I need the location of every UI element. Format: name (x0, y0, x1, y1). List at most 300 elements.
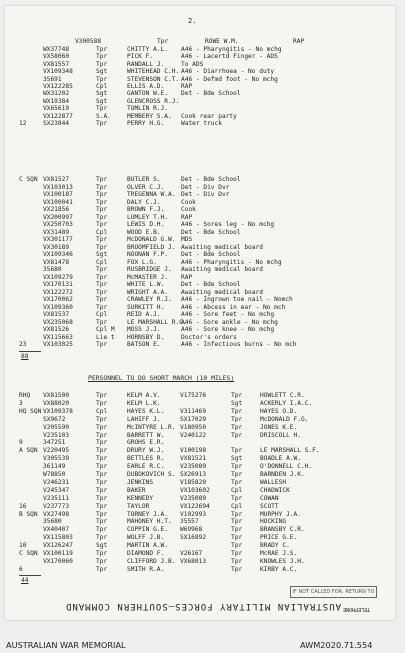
soldier-name-2: PRICE G.E. (260, 534, 298, 542)
soldier-name: TREGENNA W.A. (127, 191, 176, 198)
rank: Tpr (96, 557, 108, 565)
remark: Cook (181, 198, 196, 206)
service-number: V220495 (43, 447, 70, 455)
soldier-name: McMASTER J. (127, 273, 168, 281)
list-row (5, 416, 395, 424)
service-number: V235111 (43, 494, 70, 502)
remark: A46 - Lacertd Finger - ADS (181, 53, 278, 61)
service-number: VX27498 (43, 510, 70, 518)
soldier-name-2: HOCKING (260, 518, 287, 526)
soldier-name-2: JONES K.E. (260, 423, 298, 431)
section-label: C SQN (19, 176, 38, 183)
rank: S.A. (96, 112, 111, 120)
remark: A46 - Sores leg - No mchg (181, 221, 275, 228)
soldier-name: BETTLES R. (127, 455, 165, 463)
service-number: VX31489 (43, 228, 70, 236)
soldier-name: REID A.J. (127, 311, 161, 318)
section-label: 10 (19, 542, 27, 550)
rank: Tpr (96, 296, 108, 303)
soldier-name: BARRETT W. (127, 431, 165, 439)
list-row (5, 526, 395, 534)
remark: A46 - Diarrhoea - No duty (181, 68, 275, 76)
section-label: 16 (19, 502, 27, 510)
remark: A46 - Sore feet - No mchg (181, 311, 275, 318)
list-row (5, 424, 395, 432)
service-number: WX19384 (43, 97, 70, 105)
return-stamp: IF NOT CALLED FOR, RETURN TO (290, 586, 377, 598)
list-row (5, 432, 395, 440)
service-number: V305539 (43, 455, 70, 463)
service-number: VX40407 (43, 526, 70, 534)
remark: RAP (181, 213, 193, 221)
rank-2: Tpr (231, 392, 243, 399)
service-number: VX122877 (43, 112, 73, 120)
soldier-name: PERRY H.G. (127, 120, 165, 127)
soldier-name: LAHIFF J. (127, 415, 161, 423)
soldier-name-2: SCOTT (260, 502, 279, 510)
service-number: SX9672 (43, 415, 66, 423)
rank: Cpl (96, 228, 108, 236)
rank: Cpl (96, 311, 108, 318)
service-number-2: V26167 (180, 550, 203, 557)
rank: Sgt (96, 97, 108, 105)
rank: Tpr (96, 550, 108, 557)
soldier-name: BROOMFIELD J. (127, 243, 176, 251)
soldier-name: HORNSBY D. (127, 333, 165, 341)
service-number: VX115803 (43, 534, 73, 542)
service-number-2: W69968 (180, 526, 203, 534)
service-number: W78850 (43, 471, 66, 478)
rank-2: Tpr (231, 534, 243, 542)
remark: Det - Bde School (181, 251, 241, 258)
soldier-name: BROWN F.J. (127, 206, 165, 213)
service-number: SX23844 (43, 120, 70, 127)
rank: Cpl (96, 258, 108, 266)
soldier-name: LUMLEY T.H. (127, 213, 168, 221)
section-label: 12 (19, 120, 27, 127)
service-number: VX235068 (43, 318, 73, 326)
list-row (5, 471, 395, 479)
soldier-name: DIAMOND F. (127, 550, 165, 557)
service-number: VX109360 (43, 303, 73, 311)
rank: Tpr (96, 213, 108, 221)
rank: Tpr (96, 303, 108, 311)
service-number: VX103013 (43, 183, 73, 191)
soldier-name: WHITEHEAD C.H. (127, 68, 180, 76)
rank: Tpr (96, 198, 108, 206)
rank: Tpr (96, 518, 108, 526)
service-number-2: V185820 (180, 478, 207, 486)
rank-2: Tpr (231, 407, 243, 415)
remark: A46 - Sore ankle - No mchg (181, 318, 278, 326)
soldier-name-2: BRADY C. (260, 542, 290, 550)
caption-right: AWM2020.71.554 (300, 640, 373, 650)
soldier-name: EARLE R.C. (127, 463, 165, 471)
service-number: VX81527 (43, 176, 70, 183)
section-label: 9 (19, 439, 23, 447)
soldier-name-2: McRAE J.S. (260, 550, 298, 557)
service-number: VX170060 (43, 557, 73, 565)
service-number: V235103 (43, 431, 70, 439)
soldier-name: NOONAN F.P. (127, 251, 168, 258)
list-row (5, 534, 395, 542)
list-row (5, 408, 395, 416)
soldier-name-2: BARNDEN J.K. (260, 471, 305, 478)
soldier-name: DALY C.J. (127, 198, 161, 206)
remark: A46 - Ingrown toe nail - Nomch (181, 296, 293, 303)
soldier-name: BAKER (127, 486, 146, 494)
service-number: VX58060 (43, 53, 70, 61)
document-page (5, 6, 395, 620)
header-num: V300588 (75, 38, 102, 45)
service-number-2: V240122 (180, 431, 207, 439)
rank: Tpr (96, 392, 108, 399)
rank: Tpr (96, 183, 108, 191)
soldier-name: GROHS E.R. (127, 439, 165, 447)
list-row (5, 120, 395, 128)
remark: A46 - Infectious burns - No mch (181, 341, 297, 348)
service-number: V246231 (43, 478, 70, 486)
remark: Cook rear party (181, 112, 237, 120)
remark: Det - Bde School (181, 281, 241, 288)
service-number-2: VX103602 (180, 486, 210, 494)
service-number: VX109279 (43, 273, 73, 281)
rank: Tpr (96, 105, 108, 113)
rank: Tpr (96, 502, 108, 510)
soldier-name-2: COWAN (260, 494, 279, 502)
rank-2: Tpr (231, 494, 243, 502)
service-number: VX109346 (43, 251, 73, 258)
soldier-name: RANDALL J. (127, 60, 165, 68)
service-number: VX100041 (43, 198, 73, 206)
remark: Det - Div Dvr (181, 183, 230, 191)
soldier-name: BUTLER S. (127, 176, 161, 183)
soldier-name: WHITE L.W. (127, 281, 165, 288)
rank: Tpr (96, 447, 108, 455)
soldier-name: OLVER C.J. (127, 183, 165, 191)
remark: Det - Div Dvr (181, 191, 230, 198)
service-number: VX103025 (43, 341, 73, 348)
rank: Tpr (96, 236, 108, 243)
rank-2: Tpr (231, 478, 243, 486)
rank: Tpr (96, 415, 108, 423)
remark: RAP (181, 273, 193, 281)
rank: Tpr (96, 455, 108, 463)
remark: Awaiting medical board (181, 288, 263, 296)
rank: Tpr (96, 486, 108, 494)
header-rank: Tpr (157, 38, 169, 45)
remark: A46 - Abcess in ear - No mch (181, 303, 286, 311)
soldier-name: MARTIN A.W. (127, 542, 168, 550)
service-number-2: SX16892 (180, 534, 207, 542)
rank: Tpr (96, 221, 108, 228)
rank: Tpr (96, 565, 108, 573)
section-label: 23 (19, 341, 27, 348)
rank-2: Tpr (231, 518, 243, 526)
rank: Tpr (96, 75, 108, 83)
list-row (5, 439, 395, 447)
soldier-name-2: BRANSBY C.R. (260, 526, 305, 534)
service-number: WX31202 (43, 90, 70, 98)
rank: Tpr (96, 120, 108, 127)
service-number-2: VX68013 (180, 557, 207, 565)
service-number: 35680 (43, 266, 62, 273)
soldier-name: KELM L.K. (127, 399, 161, 407)
soldier-name: RUSBRIDGE J. (127, 266, 172, 273)
service-number: VX122272 (43, 288, 73, 296)
soldier-name-2: KNOWLES J.H. (260, 557, 305, 565)
service-number: VX30189 (43, 243, 70, 251)
remark: Cook (181, 206, 196, 213)
service-number-2: V235089 (180, 463, 207, 471)
list-row (5, 400, 395, 408)
remark: Water truck (181, 120, 222, 127)
rank-2: Tpr (231, 565, 243, 573)
rank: Cpl (96, 83, 108, 90)
rank-2: Tpr (231, 431, 243, 439)
rank-2: Sgt (231, 399, 243, 407)
service-number: VX100187 (43, 191, 73, 198)
list-row (5, 511, 395, 519)
soldier-name: DRURY W.J. (127, 447, 165, 455)
section-label: C SQN (19, 550, 38, 557)
rank: Tpr (96, 471, 108, 478)
soldier-name: TORNEY J.A. (127, 510, 168, 518)
soldier-name: SURKITT H. (127, 303, 165, 311)
list-row (5, 558, 395, 566)
soldier-name: KENNEDY (127, 494, 154, 502)
rank: Tpr (96, 439, 108, 447)
service-number: WX37748 (43, 46, 70, 53)
service-number: VX109378 (43, 407, 73, 415)
soldier-name: CRAWLEY R.J. (127, 296, 172, 303)
soldier-name-2: LE MARSHALL S.F. (260, 447, 320, 455)
rank: Tpr (96, 526, 108, 534)
soldier-name: GANTON W.E. (127, 90, 168, 98)
list-row (5, 503, 395, 511)
remark: A46 - Sore knee - No mchg (181, 326, 275, 333)
rank: Sgt (96, 68, 108, 76)
service-number-2: V180950 (180, 423, 207, 431)
service-number: 347251 (43, 439, 66, 447)
list-row (5, 495, 395, 503)
list-row (5, 341, 395, 349)
service-number: 35691 (43, 75, 62, 83)
rank: Tpr (96, 423, 108, 431)
list-row (5, 392, 395, 400)
rank: Tpr (96, 281, 108, 288)
soldier-name-2: MURPHY J.A. (260, 510, 301, 518)
service-number-2: V100198 (180, 447, 207, 455)
service-number-2: V102993 (180, 510, 207, 518)
service-number: 361149 (43, 463, 66, 471)
rank: Tpr (96, 191, 108, 198)
remark: Doctor's orders (181, 333, 237, 341)
soldier-name: CLIFFORD J.B. (127, 557, 176, 565)
service-number: VX109348 (43, 68, 73, 76)
service-number: VX126247 (43, 542, 73, 550)
service-number: VX81526 (43, 326, 70, 333)
soldier-name: CHITTY A.L. (127, 46, 168, 53)
rank-2: Tpr (231, 557, 243, 565)
soldier-name: WRIGHT A.A. (127, 288, 168, 296)
header-row (5, 38, 395, 46)
service-number: VX250703 (43, 221, 73, 228)
soldier-name: LE MARSHALL R.G. (127, 318, 187, 326)
total-rule-2 (19, 575, 41, 576)
service-number: VX170062 (43, 296, 73, 303)
service-number-2: VX122694 (180, 502, 210, 510)
rank-2: Sgt (231, 455, 243, 463)
soldier-name-2: O'DONNELL C.H. (260, 463, 313, 471)
service-number: VX100119 (43, 550, 73, 557)
rank-2: Tpr (231, 542, 243, 550)
soldier-name-2: McDONALD F.G. (260, 415, 309, 423)
header-name: ROWE W.M. (205, 38, 239, 45)
list-row (5, 447, 395, 455)
service-number: VX21856 (43, 206, 70, 213)
list-row (5, 479, 395, 487)
soldier-name: TOMLIN R.J. (127, 105, 168, 113)
rank: Tpr (96, 273, 108, 281)
remark: To ADS (181, 60, 204, 68)
section-label: A SQN (19, 447, 38, 455)
service-number-2: VX81521 (180, 455, 207, 463)
section-label: 6 (19, 565, 23, 573)
list-row (5, 487, 395, 495)
rank-2: Tpr (231, 447, 243, 455)
soldier-name-2: ACKERLY I.A.C. (260, 399, 313, 407)
rank: Sgt (96, 251, 108, 258)
soldier-name: SMITH R.A. (127, 565, 165, 573)
soldier-name: HAYES K.L. (127, 407, 165, 415)
remark: Awaiting medical board (181, 266, 263, 273)
soldier-name-2: WALLESH (260, 478, 287, 486)
rank-2: Cpl (231, 486, 243, 494)
rank: Tpr (96, 534, 108, 542)
remark: A46 - Pharyngitis - No mchg (181, 46, 282, 53)
rank: Tpr (96, 399, 108, 407)
soldier-name: WOOD E.B. (127, 228, 161, 236)
service-number-2: 35557 (180, 518, 199, 526)
list-row (5, 518, 395, 526)
remark: Det - Bde School (181, 90, 241, 98)
remark: RAP (181, 83, 193, 90)
service-number: VX115663 (43, 333, 73, 341)
remark: Det - Bde School (181, 176, 241, 183)
service-number: VX81500 (43, 392, 70, 399)
soldier-name: ELLIS A.D. (127, 83, 165, 90)
section-label: 3 (19, 399, 23, 407)
rank-2: Tpr (231, 526, 243, 534)
rank-2: Tpr (231, 471, 243, 478)
service-number: VX81478 (43, 258, 70, 266)
service-number: 35680 (43, 518, 62, 526)
footer-org: AUSTRALIAN MILITARY FORCES—SOUTHERN COMMAND (65, 601, 341, 611)
soldier-name: BATSON E. (127, 341, 161, 348)
soldier-name: MOSS J.J. (127, 326, 161, 333)
service-number: VX81537 (43, 311, 70, 318)
service-number-2: V311469 (180, 407, 207, 415)
rank: Tpr (96, 431, 108, 439)
rank: Tpr (96, 478, 108, 486)
caption-left: AUSTRALIAN WAR MEMORIAL (6, 640, 126, 650)
service-number: VX301177 (43, 236, 73, 243)
soldier-name: WOLFF J.B. (127, 534, 165, 542)
soldier-name: GLENCROSS R.J. (127, 97, 180, 105)
rank: Tpr (96, 266, 108, 273)
service-number: V245347 (43, 486, 70, 494)
soldier-name: DUBOKOVICH S. (127, 471, 176, 478)
rank: Tpr (96, 176, 108, 183)
soldier-name-2: DRISCOLL H. (260, 431, 301, 439)
list-row (5, 463, 395, 471)
service-number: VX170131 (43, 281, 73, 288)
rank-2: Tpr (231, 510, 243, 518)
rank: Tpr (96, 243, 108, 251)
rank: Tpr (96, 510, 108, 518)
soldier-name-2: CHADWICK (260, 486, 290, 494)
total-detained: 88 (21, 353, 29, 360)
soldier-name-2: HOWLETT C.R. (260, 392, 305, 399)
rank-2: Tpr (231, 415, 243, 423)
section-label: RHQ (19, 392, 31, 399)
remark: A46 - Pharyngitis - No mchg (181, 258, 282, 266)
rank-2: Tpr (231, 423, 243, 431)
list-row (5, 566, 395, 574)
service-number-2: V235089 (180, 494, 207, 502)
rank: Tpr (96, 494, 108, 502)
rank: Sgt (96, 90, 108, 98)
remark: Awaiting medical board (181, 243, 263, 251)
list-row (5, 550, 395, 558)
rank: Sgt (96, 542, 108, 550)
service-number: VX88020 (43, 399, 70, 407)
remark: MDS (181, 236, 193, 243)
soldier-name: TAYLOR (127, 502, 150, 510)
soldier-name: MEMBERY S.A. (127, 112, 172, 120)
soldier-name: MAHONEY H.T. (127, 518, 172, 526)
service-number-2: V175276 (180, 392, 207, 399)
total-rule (19, 351, 41, 352)
rank-2: Cpl (231, 502, 243, 510)
rank-2: Tpr (231, 550, 243, 557)
page-number: 2. (188, 17, 197, 25)
service-number: VX65619 (43, 105, 70, 113)
remark: A46 - Defmd foot - No mchg (181, 75, 278, 83)
total-march: 44 (21, 577, 29, 584)
rank: Tpr (96, 206, 108, 213)
section-label: HQ SQN (19, 407, 42, 415)
rank: Tpr (96, 53, 108, 61)
rank: Tpr (96, 60, 108, 68)
rank: Cpl M (96, 326, 115, 333)
soldier-name: LEWIS D.H. (127, 221, 165, 228)
service-number-2: SX26913 (180, 471, 207, 478)
rank: Tpr (96, 288, 108, 296)
list-row (5, 542, 395, 550)
list-row (5, 455, 395, 463)
soldier-name: PICK F. (127, 53, 154, 61)
rank: Tpr (96, 318, 108, 326)
header-remark: RAP (293, 38, 305, 45)
soldier-name: McINTYRE L.R. (127, 423, 176, 431)
service-number-2: SX17029 (180, 415, 207, 423)
rank: Cpl (96, 407, 108, 415)
section-label: B SQN (19, 510, 38, 518)
soldier-name: JENKINS (127, 478, 154, 486)
rank: Lie t (96, 333, 115, 341)
